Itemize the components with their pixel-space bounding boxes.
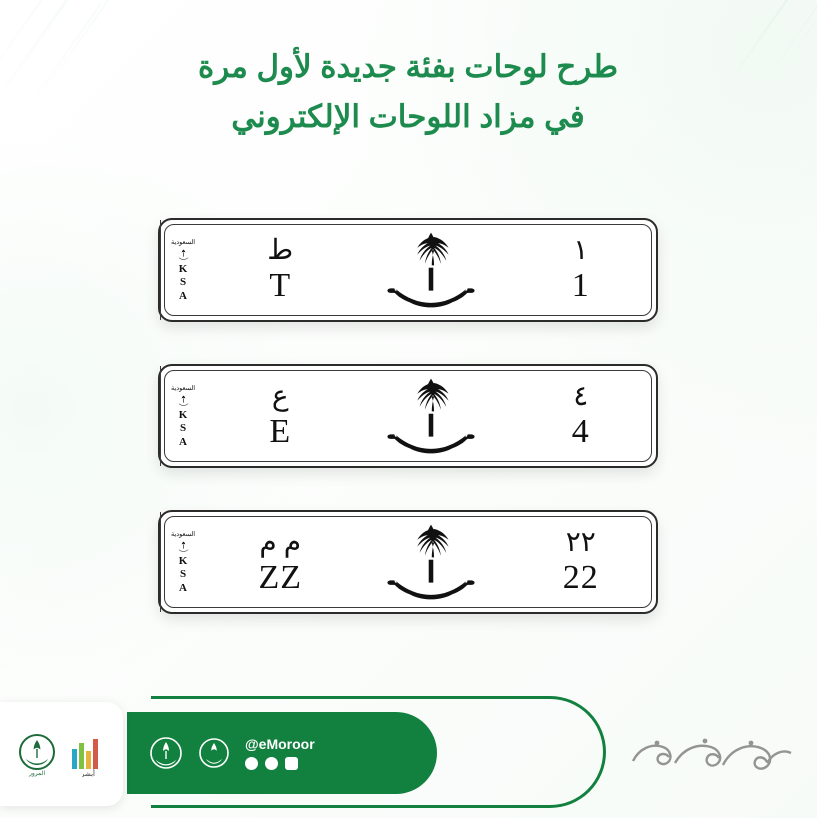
plate-letters-latin: ZZ bbox=[259, 559, 304, 596]
instagram-icon[interactable] bbox=[266, 757, 279, 770]
plate-country-strip bbox=[161, 366, 206, 466]
plate-number-arabic: ٢٢ bbox=[566, 527, 597, 558]
plate-number-cell bbox=[507, 366, 658, 466]
youtube-icon[interactable] bbox=[286, 757, 299, 770]
absher-logo bbox=[71, 731, 107, 777]
footer-green-band bbox=[128, 712, 438, 794]
svg-text:أبشر: أبشر bbox=[82, 771, 96, 777]
plate-letters-cell bbox=[206, 366, 357, 466]
plate-number-arabic: ١ bbox=[574, 235, 590, 266]
social-handle-block bbox=[246, 736, 316, 770]
license-plate bbox=[159, 510, 659, 614]
twitter-icon[interactable] bbox=[246, 757, 259, 770]
plate-letters-arabic: ط bbox=[268, 235, 295, 266]
headline-line-1: طرح لوحات بفئة جديدة لأول مرة bbox=[198, 49, 620, 84]
plate-number-cell bbox=[507, 512, 658, 612]
country-latin-k: K bbox=[179, 409, 189, 422]
plate-country-strip bbox=[161, 220, 206, 320]
plate-letters-arabic: ع bbox=[272, 381, 290, 412]
traffic-emblem-icon bbox=[198, 735, 232, 771]
palm-and-swords-emblem-icon bbox=[178, 394, 191, 407]
plate-letters-cell bbox=[206, 512, 357, 612]
plate-number-latin: 4 bbox=[572, 413, 591, 450]
plate-letters-arabic: م م bbox=[260, 527, 303, 558]
footer-logo-card bbox=[0, 702, 124, 806]
plate-letters-latin: E bbox=[270, 413, 293, 450]
palm-and-swords-emblem-icon bbox=[386, 374, 478, 458]
traffic-department-logo bbox=[17, 731, 59, 777]
country-arabic-label: السعودية bbox=[171, 531, 197, 538]
plate-number-arabic: ٤ bbox=[574, 381, 590, 412]
absher-emblem-icon bbox=[150, 735, 184, 771]
country-latin-s: S bbox=[180, 276, 188, 289]
plate-emblem bbox=[357, 220, 507, 320]
headline bbox=[0, 42, 818, 142]
country-latin-k: K bbox=[179, 263, 189, 276]
headline-line-2: في مزاد اللوحات الإلكتروني bbox=[232, 99, 586, 135]
absher-emblem-icon bbox=[150, 735, 184, 771]
country-latin-a: A bbox=[180, 435, 188, 448]
license-plate bbox=[159, 218, 659, 322]
country-latin-s: S bbox=[180, 422, 188, 435]
palm-and-swords-emblem-icon bbox=[386, 520, 478, 604]
footer bbox=[0, 690, 818, 818]
country-latin-k: K bbox=[179, 555, 189, 568]
plate-emblem bbox=[357, 366, 507, 466]
traffic-emblem-icon bbox=[198, 735, 232, 771]
country-arabic-label: السعودية bbox=[171, 239, 197, 246]
plate-number-cell bbox=[507, 220, 658, 320]
plate-letters-latin: T bbox=[270, 267, 293, 304]
country-latin-s: S bbox=[180, 568, 188, 581]
plate-country-strip bbox=[161, 512, 206, 612]
country-latin-a: A bbox=[180, 581, 188, 594]
country-arabic-label: السعودية bbox=[171, 385, 197, 392]
almrbaanews-logo bbox=[628, 723, 796, 783]
plate-number-latin: 22 bbox=[563, 559, 600, 596]
license-plate bbox=[159, 364, 659, 468]
social-handle: @eMoroor bbox=[246, 736, 316, 752]
palm-and-swords-emblem-icon bbox=[178, 248, 191, 261]
svg-text:المرور: المرور bbox=[29, 771, 47, 777]
social-icons bbox=[246, 757, 299, 770]
plate-number-latin: 1 bbox=[572, 267, 591, 304]
license-plate-list bbox=[159, 218, 659, 656]
palm-and-swords-emblem-icon bbox=[386, 228, 478, 312]
plate-emblem bbox=[357, 512, 507, 612]
palm-and-swords-emblem-icon bbox=[178, 540, 191, 553]
watermark bbox=[628, 723, 796, 788]
country-latin-a: A bbox=[180, 289, 188, 302]
plate-letters-cell bbox=[206, 220, 357, 320]
